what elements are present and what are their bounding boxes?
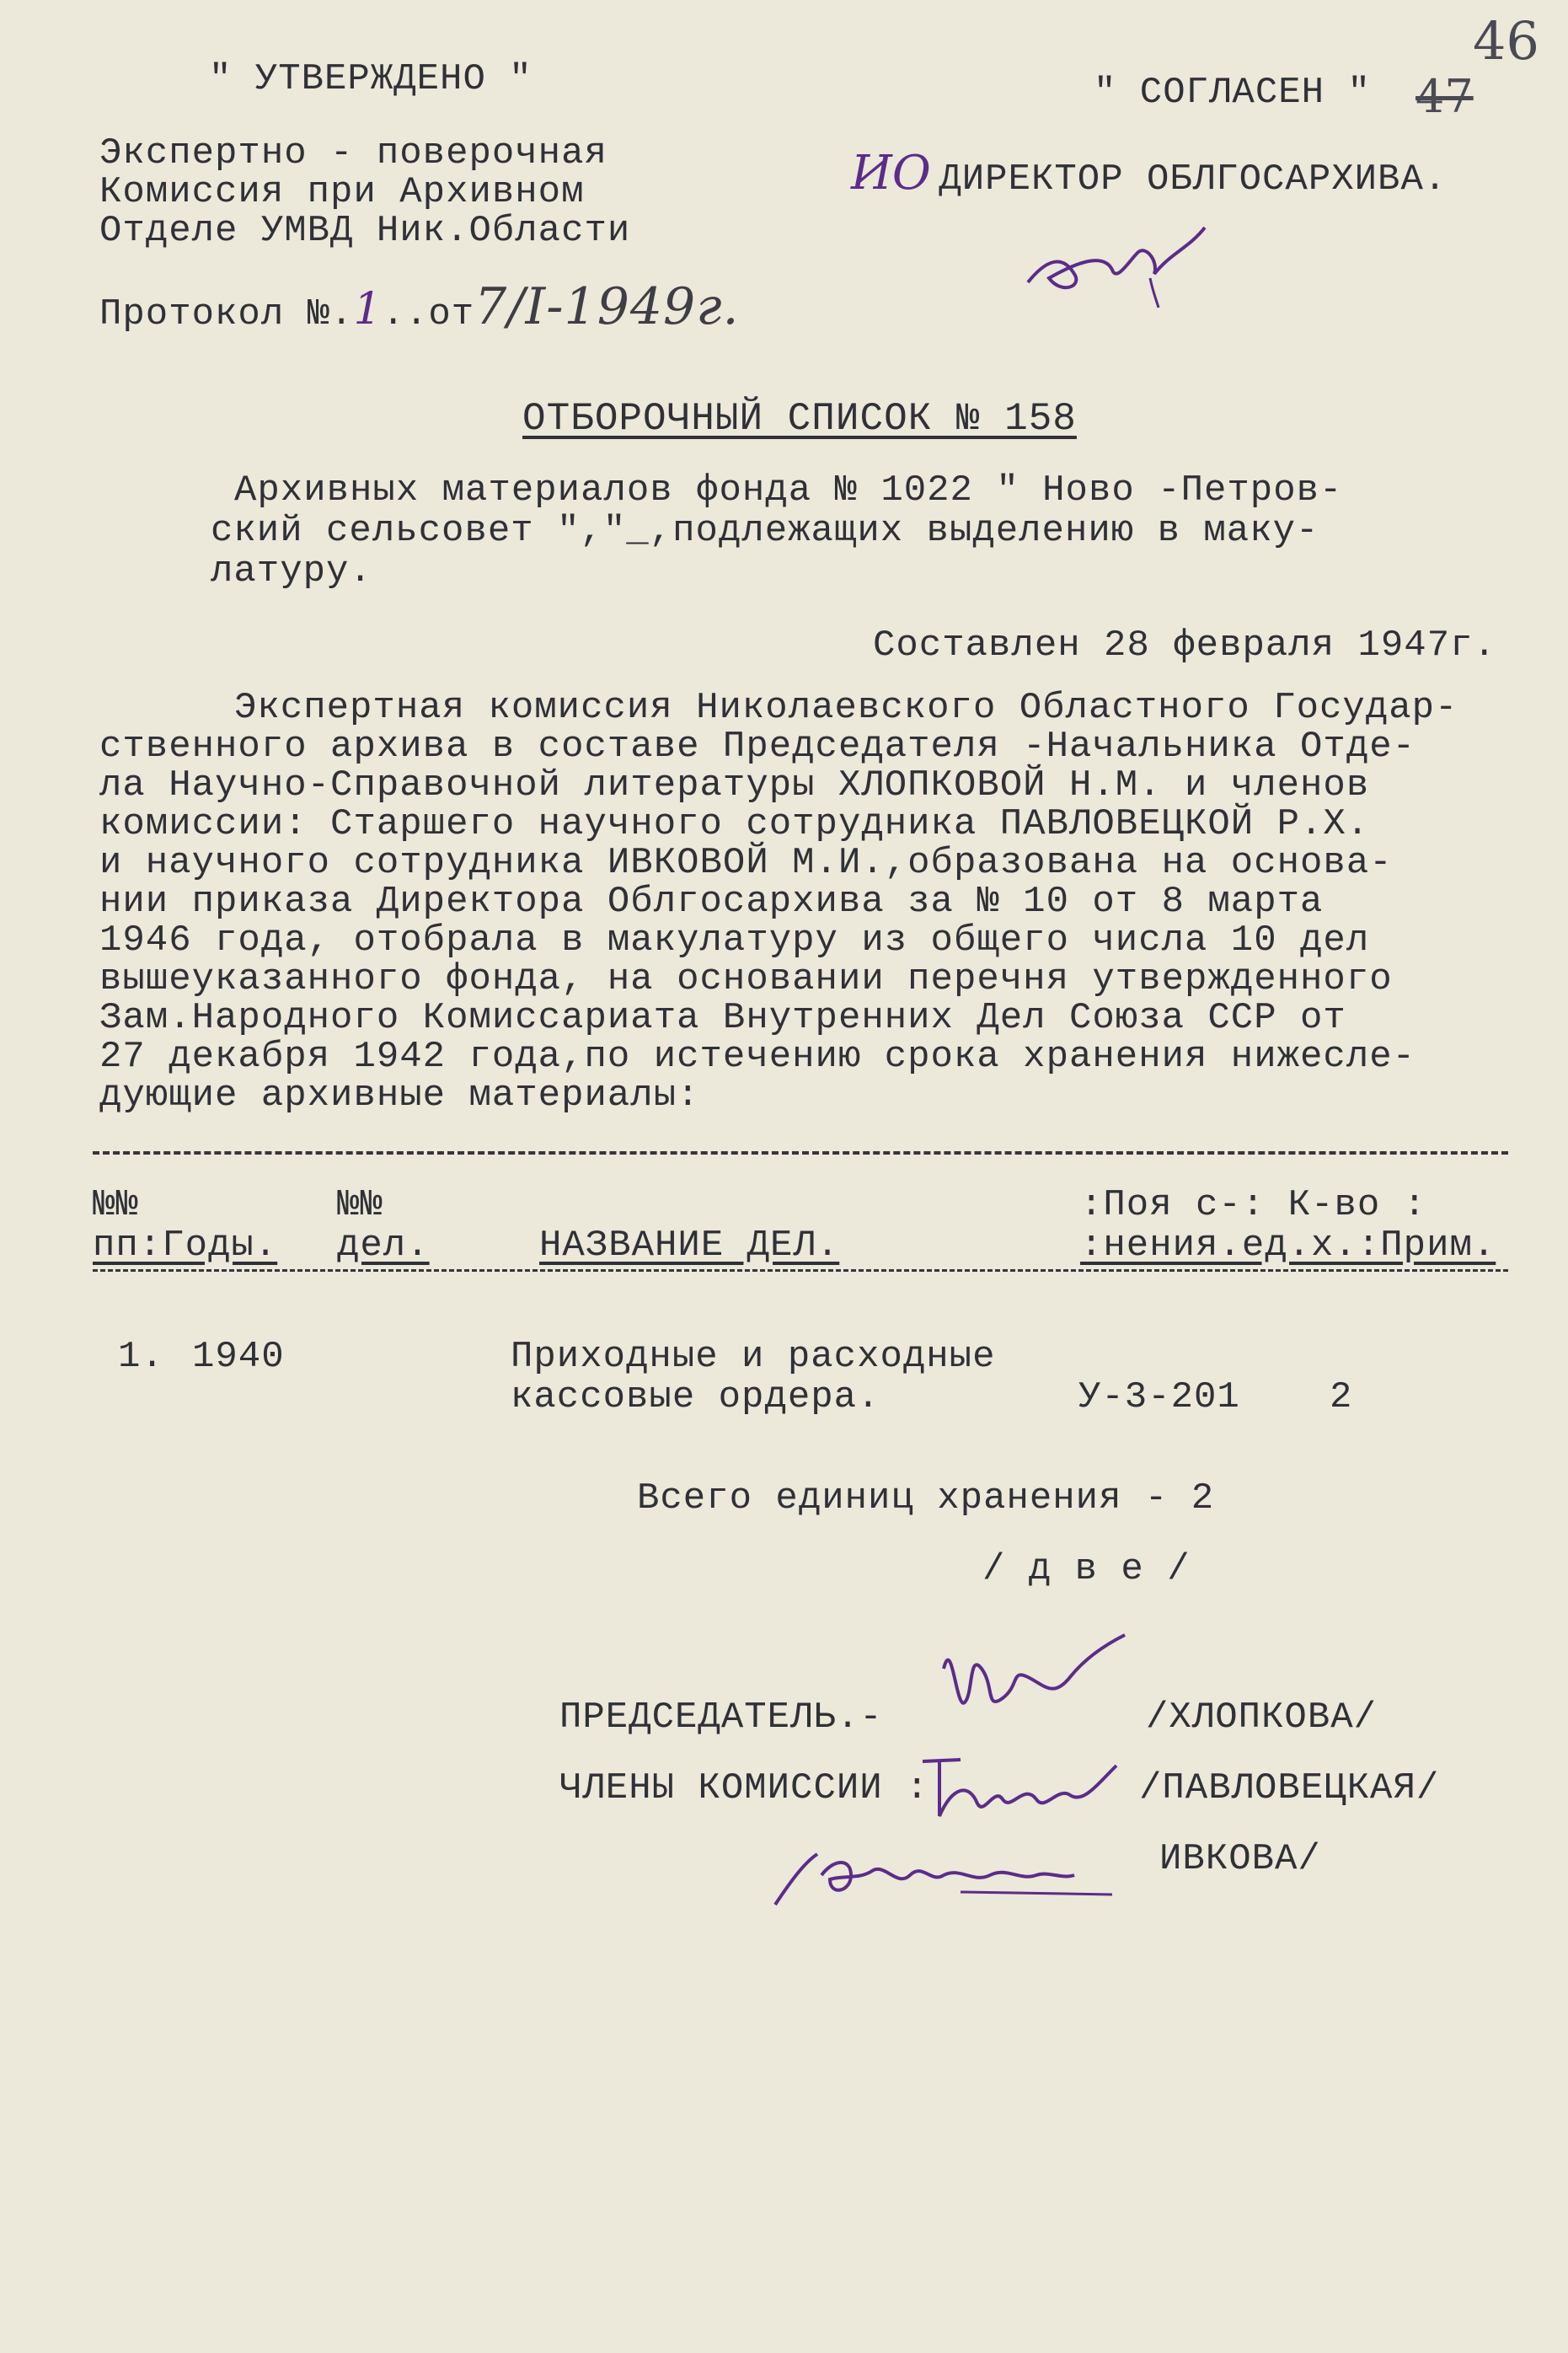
- row-num: 1.: [118, 1336, 164, 1378]
- body-line: дующие архивные материалы:: [99, 1075, 700, 1117]
- agreed-position-line: [851, 146, 1448, 201]
- table-header-rule: [93, 1269, 1508, 1272]
- subject-line-3: латуру.: [211, 550, 372, 592]
- chairman-label: ПРЕДСЕДАТЕЛЬ.-: [559, 1696, 883, 1739]
- body-line: Зам.Народного Комиссариата Внутренних Дел Союза ССР от: [99, 997, 1346, 1039]
- approved-line-1: Экспертно - поверочная: [99, 132, 607, 174]
- approved-line-3: Отделе УМВД Ник.Области: [99, 210, 631, 252]
- body-line: 1946 года, отобрала в макулатуру из общего числа 10 дел: [99, 919, 1370, 962]
- body-line: вышеуказанного фонда, на основании перечня утвержденного: [99, 958, 1393, 1000]
- member-1-signature: [910, 1736, 1137, 1837]
- table-header-poyasn-bottom: :нения.ед.х.:Прим.: [1080, 1225, 1496, 1267]
- agreed-position: ДИРЕКТОР ОБЛГОСАРХИВА.: [939, 158, 1448, 201]
- body-line: 27 декабря 1942 года,по истечению срока хранения нижесле-: [99, 1036, 1416, 1078]
- table-header-delo-num: №№: [337, 1184, 383, 1226]
- chairman-signature: [927, 1618, 1137, 1745]
- table-header-num: №№: [93, 1184, 139, 1226]
- protocol-date: 7/I-1949г.: [474, 277, 740, 336]
- row-count: 2: [1330, 1376, 1353, 1418]
- member-2-signature: [758, 1829, 1146, 1922]
- body-line: Экспертная комиссия Николаевского Областного Государ-: [234, 687, 1458, 729]
- table-header-title: НАЗВАНИЕ ДЕЛ.: [539, 1225, 840, 1267]
- chairman-name: /ХЛОПКОВА/: [1146, 1696, 1378, 1739]
- body-line: и научного сотрудника ИВКОВОЙ М.И.,образована на основа-: [99, 842, 1393, 884]
- body-line: нии приказа Директора Облгосархива за № 10 от 8 марта: [99, 881, 1324, 923]
- members-label: ЧЛЕНЫ КОМИССИИ :: [559, 1767, 929, 1809]
- total-units: Всего единиц хранения - 2: [637, 1477, 1215, 1520]
- row-year: 1940: [192, 1336, 285, 1378]
- agreed-handwritten-prefix: ИО: [851, 146, 931, 201]
- member-2-name: ИВКОВА/: [1159, 1838, 1321, 1880]
- approved-title: " УТВЕРЖДЕНО ": [209, 58, 532, 100]
- table-header-poyasn-top: :Поя с-: К-во :: [1080, 1184, 1427, 1226]
- director-signature: [1011, 202, 1230, 320]
- body-line: ла Научно-Справочной литературы ХЛОПКОВОЙ Н.М. и членов: [99, 764, 1370, 807]
- row-title-line-2: кассовые ордера.: [511, 1376, 880, 1418]
- body-line: комиссии: Старшего научного сотрудника ПАВЛОВЕЦКОЙ Р.Х.: [99, 803, 1370, 845]
- protocol-number: 1: [353, 284, 383, 335]
- table-top-rule: [93, 1151, 1508, 1155]
- table-header-delo: дел.: [337, 1225, 430, 1267]
- protocol-line: [99, 277, 740, 336]
- document-heading: ОТБОРОЧНЫЙ СПИСОК № 158: [522, 397, 1077, 441]
- page-number: 46: [1473, 10, 1539, 72]
- member-1-name: /ПАВЛОВЕЦКАЯ/: [1139, 1767, 1440, 1809]
- agreed-title: " СОГЛАСЕН ": [1094, 72, 1371, 114]
- page-number-struck: 47: [1415, 70, 1474, 123]
- body-line: ственного архива в составе Председателя -Начальника Отде-: [99, 726, 1416, 768]
- compiled-date: Составлен 28 февраля 1947г.: [873, 624, 1496, 667]
- row-explanation: У-3-201: [1078, 1376, 1240, 1418]
- protocol-from: ..от: [382, 293, 475, 335]
- total-units-words: / д в е /: [982, 1548, 1191, 1590]
- subject-line-2: ский сельсовет ","_,подлежащих выделению в маку-: [211, 510, 1319, 552]
- table-header-years: пп:Годы.: [93, 1225, 278, 1267]
- row-title-line-1: Приходные и расходные: [511, 1336, 996, 1378]
- protocol-label: Протокол №.: [99, 293, 354, 335]
- approved-line-2: Комиссия при Архивном: [99, 171, 585, 213]
- subject-line-1: Архивных материалов фонда № 1022 " Ново -Петров-: [234, 469, 1343, 512]
